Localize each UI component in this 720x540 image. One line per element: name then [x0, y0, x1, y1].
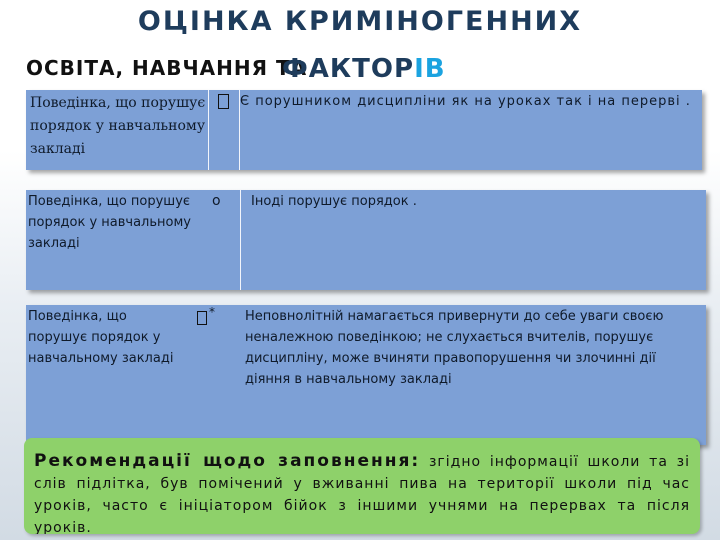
section-subtitle: ОСВІТА, НАВЧАННЯ ТА [26, 56, 308, 80]
page-title: ОЦІНКА КРИМІНОГЕННИХ [137, 6, 583, 37]
title-part-a: ФАКТОР [282, 54, 415, 84]
checkbox-icon[interactable] [197, 311, 208, 326]
column-divider [240, 190, 241, 290]
checkbox-cell[interactable] [209, 90, 239, 170]
checkbox-marker: * [209, 305, 215, 319]
checkbox-cell[interactable] [196, 305, 234, 445]
recommendation-box [24, 438, 700, 534]
checkbox-icon[interactable] [218, 94, 230, 110]
criterion-description: Неповнолітній намагається привернути до себе уваги своєю неналежною поведінкою; не слухається вчителів, порушує дисципліну, може вчиняти правопорушення чи злочинні дії діяння в навчальному закладі [245, 309, 664, 387]
criterion-label: Поведінка, що порушує порядок у навчальному закладі [28, 309, 174, 366]
title-part-b: ІВ [414, 54, 446, 84]
page-title-continued [282, 54, 446, 84]
criterion-description: Є порушником дисципліни як на уроках так і на перерві . [240, 94, 691, 109]
criterion-description: Іноді порушує порядок . [251, 194, 417, 209]
criterion-row-2 [26, 190, 706, 290]
criterion-row-3 [26, 305, 706, 445]
criterion-label: Поведінка, що порушує порядок у навчальному закладі [30, 95, 206, 157]
marker-cell[interactable]: o [212, 193, 221, 209]
recommendation-text: згідно інформації школи та зі слів підлітка, був помічений у вживанні пива на території школи під час уроків, часто є ініціатором бійок з іншими учнями на перервах та після уроків. [34, 454, 691, 534]
recommendation-label: Рекомендації щодо заповнення: [34, 451, 421, 471]
criterion-label: Поведінка, що порушує порядок у навчальному закладі [28, 194, 191, 251]
criterion-row-1 [26, 90, 702, 170]
